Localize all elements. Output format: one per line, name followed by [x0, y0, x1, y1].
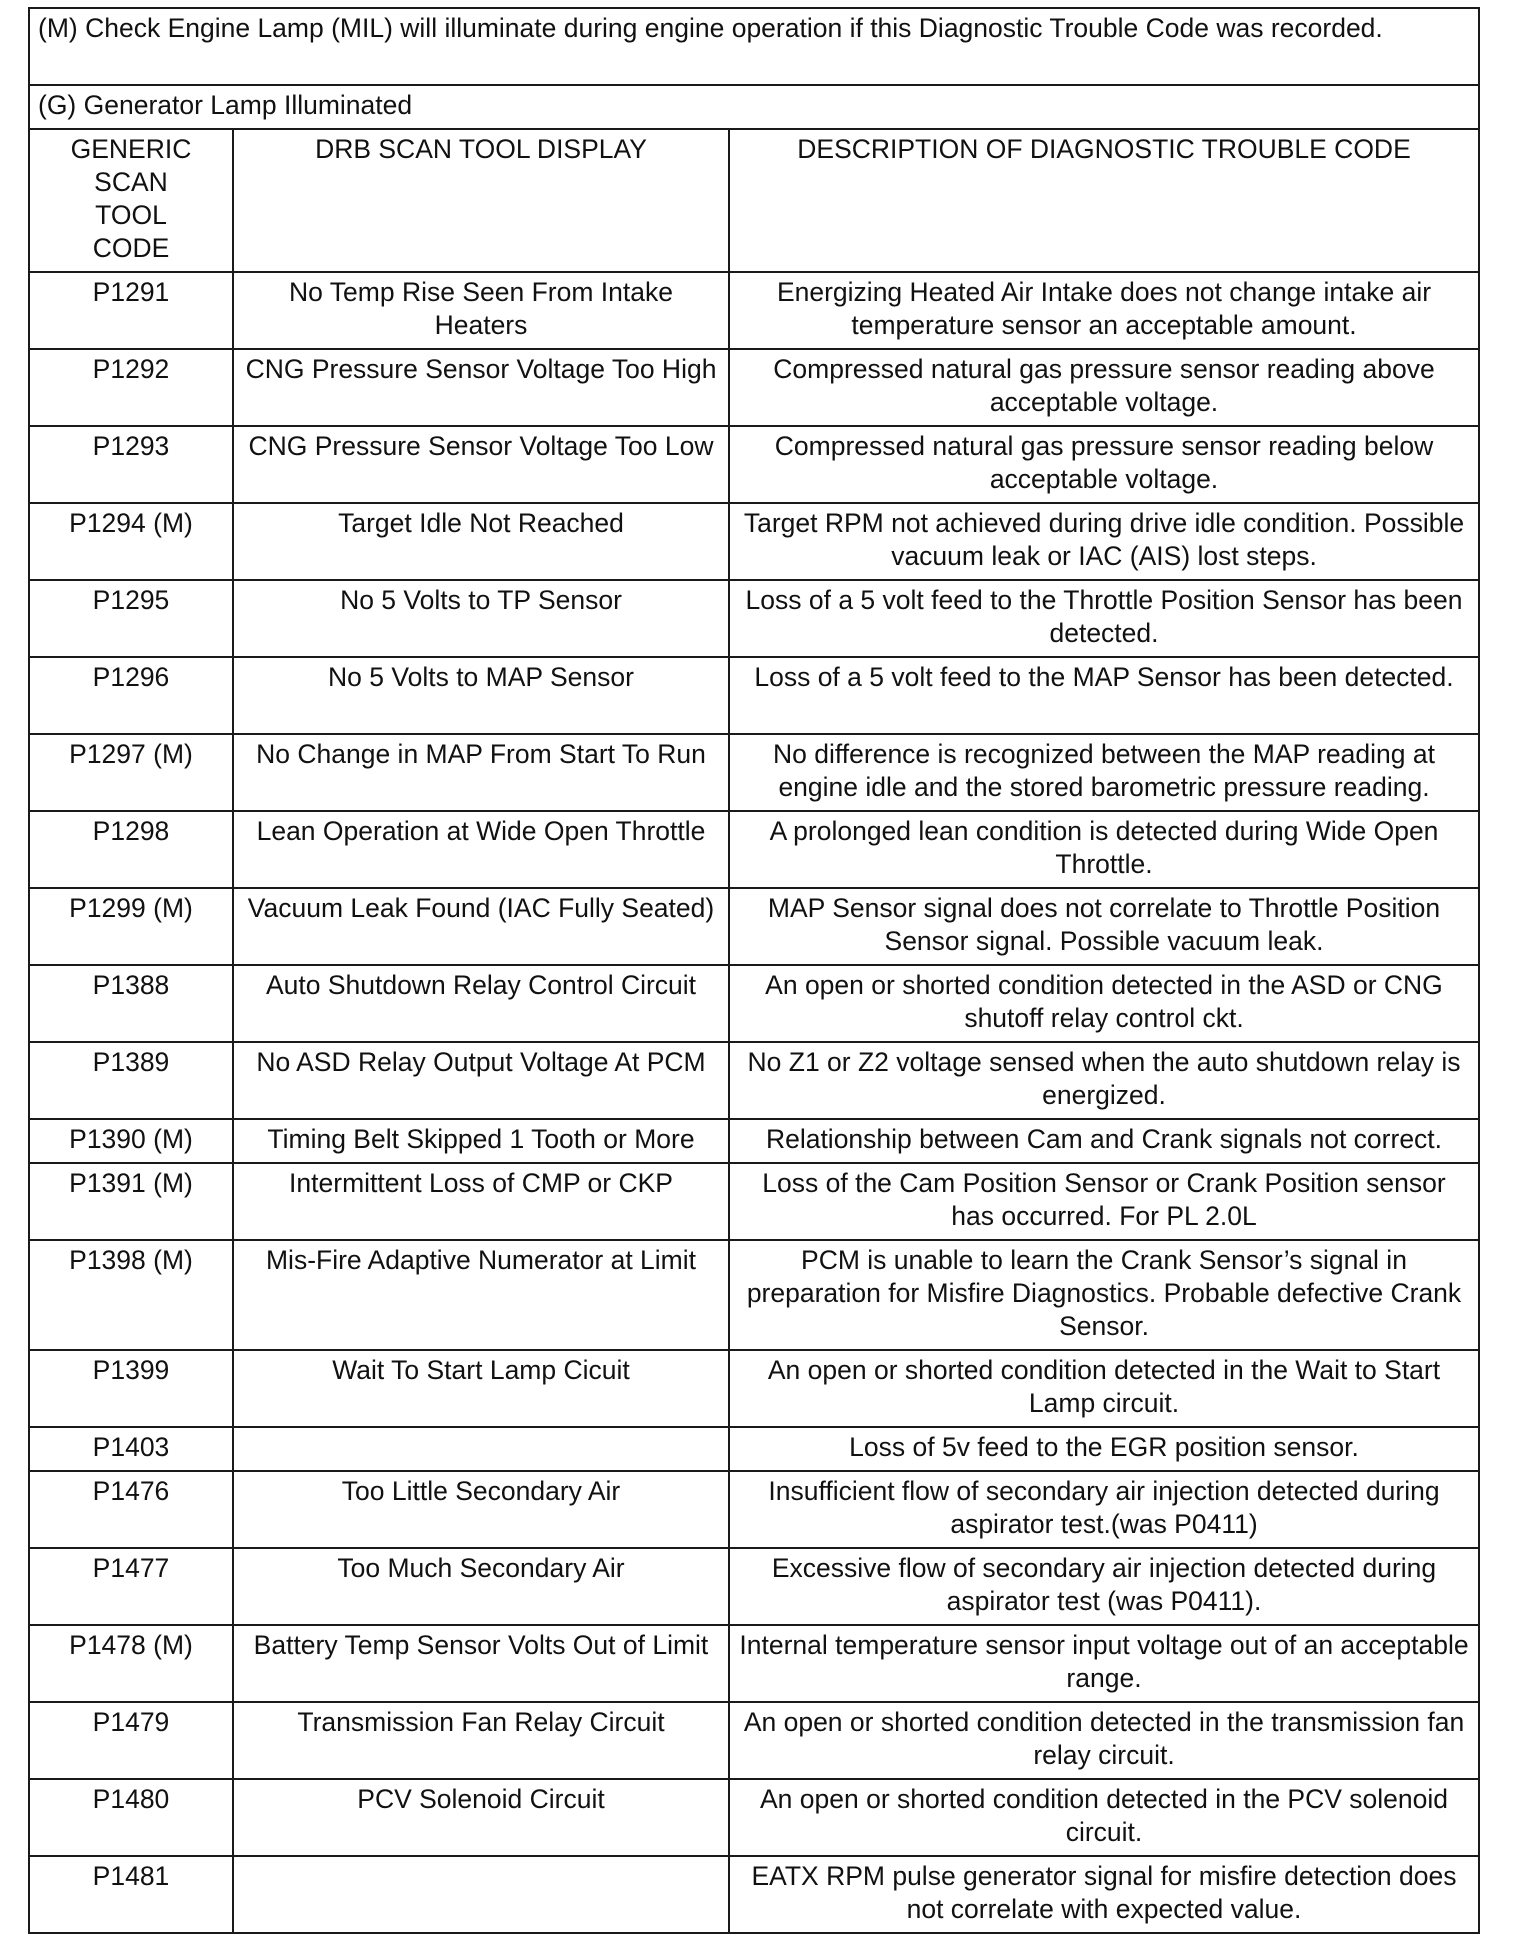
- table-row: [29, 888, 1479, 965]
- column-header-code: GENERIC SCAN TOOL CODE: [29, 129, 233, 272]
- table-row: [29, 1779, 1479, 1856]
- code-cell: P1477: [29, 1548, 233, 1625]
- table-row: [29, 1856, 1479, 1933]
- display-cell: No 5 Volts to TP Sensor: [233, 580, 729, 657]
- table-row: [29, 734, 1479, 811]
- note-mil: (M) Check Engine Lamp (MIL) will illuminate during engine operation if this Diagnostic Trouble Code was recorded.: [29, 8, 1479, 85]
- description-cell: EATX RPM pulse generator signal for misfire detection does not correlate with expected value.: [729, 1856, 1479, 1933]
- code-cell: P1481: [29, 1856, 233, 1933]
- table-row: [29, 580, 1479, 657]
- description-cell: No difference is recognized between the MAP reading at engine idle and the stored barometric pressure reading.: [729, 734, 1479, 811]
- description-cell: Insufficient flow of secondary air injection detected during aspirator test.(was P0411): [729, 1471, 1479, 1548]
- display-cell: No Temp Rise Seen From Intake Heaters: [233, 272, 729, 349]
- description-cell: Energizing Heated Air Intake does not change intake air temperature sensor an acceptable amount.: [729, 272, 1479, 349]
- note-generator: (G) Generator Lamp Illuminated: [29, 85, 1479, 129]
- description-cell: An open or shorted condition detected in the PCV solenoid circuit.: [729, 1779, 1479, 1856]
- table-row: [29, 1548, 1479, 1625]
- display-cell: PCV Solenoid Circuit: [233, 1779, 729, 1856]
- dtc-table: [28, 7, 1480, 1934]
- code-cell: P1296: [29, 657, 233, 734]
- code-cell: P1391 (M): [29, 1163, 233, 1240]
- code-cell: P1291: [29, 272, 233, 349]
- code-cell: P1389: [29, 1042, 233, 1119]
- code-cell: P1476: [29, 1471, 233, 1548]
- table-row: [29, 1427, 1479, 1471]
- code-cell: P1297 (M): [29, 734, 233, 811]
- display-cell: Intermittent Loss of CMP or CKP: [233, 1163, 729, 1240]
- display-cell: CNG Pressure Sensor Voltage Too Low: [233, 426, 729, 503]
- table-row: [29, 1119, 1479, 1163]
- display-cell: Wait To Start Lamp Cicuit: [233, 1350, 729, 1427]
- description-cell: PCM is unable to learn the Crank Sensor’s signal in preparation for Misfire Diagnostics. Probable defective Crank Sensor.: [729, 1240, 1479, 1350]
- description-cell: Loss of a 5 volt feed to the MAP Sensor has been detected.: [729, 657, 1479, 734]
- description-cell: Relationship between Cam and Crank signals not correct.: [729, 1119, 1479, 1163]
- code-cell: P1480: [29, 1779, 233, 1856]
- table-row: [29, 1471, 1479, 1548]
- table-row: [29, 349, 1479, 426]
- code-cell: P1298: [29, 811, 233, 888]
- display-cell: Battery Temp Sensor Volts Out of Limit: [233, 1625, 729, 1702]
- description-cell: Compressed natural gas pressure sensor reading below acceptable voltage.: [729, 426, 1479, 503]
- description-cell: An open or shorted condition detected in the ASD or CNG shutoff relay control ckt.: [729, 965, 1479, 1042]
- display-cell: Auto Shutdown Relay Control Circuit: [233, 965, 729, 1042]
- display-cell: Mis-Fire Adaptive Numerator at Limit: [233, 1240, 729, 1350]
- description-cell: MAP Sensor signal does not correlate to Throttle Position Sensor signal. Possible vacuum leak.: [729, 888, 1479, 965]
- description-cell: An open or shorted condition detected in the Wait to Start Lamp circuit.: [729, 1350, 1479, 1427]
- table-row: [29, 426, 1479, 503]
- display-cell: CNG Pressure Sensor Voltage Too High: [233, 349, 729, 426]
- table-row: [29, 503, 1479, 580]
- column-header-display: DRB SCAN TOOL DISPLAY: [233, 129, 729, 272]
- display-cell: No 5 Volts to MAP Sensor: [233, 657, 729, 734]
- description-cell: Compressed natural gas pressure sensor reading above acceptable voltage.: [729, 349, 1479, 426]
- display-cell: Target Idle Not Reached: [233, 503, 729, 580]
- code-cell: P1293: [29, 426, 233, 503]
- table-row: [29, 1702, 1479, 1779]
- display-cell: No Change in MAP From Start To Run: [233, 734, 729, 811]
- table-row: [29, 657, 1479, 734]
- header-row: [29, 129, 1479, 272]
- note-row: [29, 85, 1479, 129]
- description-cell: Internal temperature sensor input voltage out of an acceptable range.: [729, 1625, 1479, 1702]
- table-row: [29, 1240, 1479, 1350]
- code-cell: P1478 (M): [29, 1625, 233, 1702]
- description-cell: Loss of a 5 volt feed to the Throttle Position Sensor has been detected.: [729, 580, 1479, 657]
- code-cell: P1388: [29, 965, 233, 1042]
- display-cell: Vacuum Leak Found (IAC Fully Seated): [233, 888, 729, 965]
- display-cell: [233, 1856, 729, 1933]
- description-cell: No Z1 or Z2 voltage sensed when the auto shutdown relay is energized.: [729, 1042, 1479, 1119]
- code-cell: P1403: [29, 1427, 233, 1471]
- table-row: [29, 1163, 1479, 1240]
- code-cell: P1292: [29, 349, 233, 426]
- display-cell: No ASD Relay Output Voltage At PCM: [233, 1042, 729, 1119]
- code-cell: P1295: [29, 580, 233, 657]
- display-cell: Lean Operation at Wide Open Throttle: [233, 811, 729, 888]
- column-header-description: DESCRIPTION OF DIAGNOSTIC TROUBLE CODE: [729, 129, 1479, 272]
- code-cell: P1399: [29, 1350, 233, 1427]
- code-cell: P1398 (M): [29, 1240, 233, 1350]
- code-cell: P1479: [29, 1702, 233, 1779]
- display-cell: Transmission Fan Relay Circuit: [233, 1702, 729, 1779]
- description-cell: An open or shorted condition detected in the transmission fan relay circuit.: [729, 1702, 1479, 1779]
- description-cell: A prolonged lean condition is detected during Wide Open Throttle.: [729, 811, 1479, 888]
- description-cell: Loss of the Cam Position Sensor or Crank Position sensor has occurred. For PL 2.0L: [729, 1163, 1479, 1240]
- description-cell: Target RPM not achieved during drive idle condition. Possible vacuum leak or IAC (AIS) lost steps.: [729, 503, 1479, 580]
- description-cell: Excessive flow of secondary air injection detected during aspirator test (was P0411).: [729, 1548, 1479, 1625]
- code-cell: P1299 (M): [29, 888, 233, 965]
- display-cell: Too Much Secondary Air: [233, 1548, 729, 1625]
- display-cell: Too Little Secondary Air: [233, 1471, 729, 1548]
- display-cell: Timing Belt Skipped 1 Tooth or More: [233, 1119, 729, 1163]
- table-row: [29, 1042, 1479, 1119]
- description-cell: Loss of 5v feed to the EGR position sensor.: [729, 1427, 1479, 1471]
- table-row: [29, 1625, 1479, 1702]
- note-row: [29, 8, 1479, 85]
- code-cell: P1390 (M): [29, 1119, 233, 1163]
- table-row: [29, 811, 1479, 888]
- code-cell: P1294 (M): [29, 503, 233, 580]
- display-cell: [233, 1427, 729, 1471]
- table-row: [29, 272, 1479, 349]
- table-row: [29, 965, 1479, 1042]
- table-row: [29, 1350, 1479, 1427]
